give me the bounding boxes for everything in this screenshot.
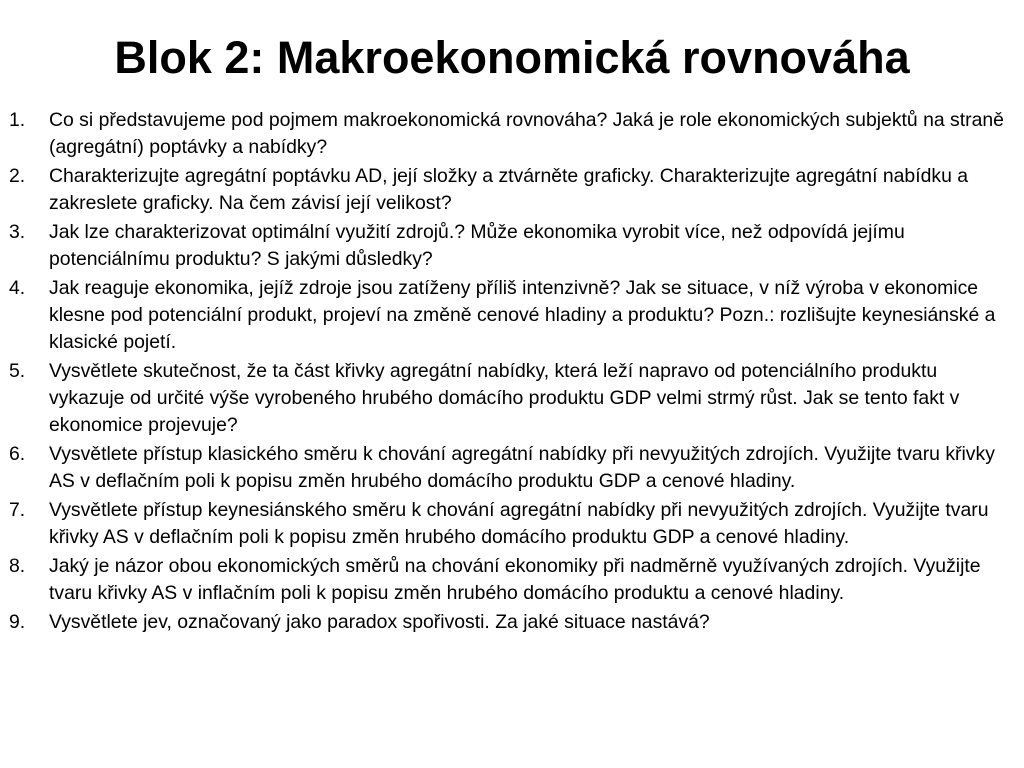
question-item-3 xyxy=(0,219,1024,273)
question-item-1 xyxy=(0,107,1024,161)
question-text: Vysvětlete přístup keynesiánského směru k chování agregátní nabídky při nevyužitých zdrojích. Využijte tvaru křivky AS v deflačním poli k popisu změn hrubého domácího produktu GDP a cenové hladiny. xyxy=(49,499,989,548)
question-item-4 xyxy=(0,275,1024,356)
question-number: 4. xyxy=(9,277,26,299)
question-text: Jak lze charakterizovat optimální využití zdrojů.? Může ekonomika vyrobit více, než odpovídá jejímu potenciálnímu produktu? S jakými důsledky? xyxy=(49,221,905,270)
question-number: 3. xyxy=(9,221,26,243)
question-item-7 xyxy=(0,497,1024,551)
question-text: Vysvětlete přístup klasického směru k chování agregátní nabídky při nevyužitých zdrojích. Využijte tvaru křivky AS v deflačním poli k popisu změn hrubého domácího produktu GDP a cenové hladiny. xyxy=(49,443,995,492)
question-text: Jak reaguje ekonomika, jejíž zdroje jsou zatíženy příliš intenzivně? Jak se situace, v níž výroba v ekonomice klesne pod potenciální produkt, projeví na změně cenové hladiny a produktu? Pozn.: rozlišujte keynesiánské a klasické pojetí. xyxy=(49,277,996,353)
question-number: 2. xyxy=(9,165,26,187)
question-item-8 xyxy=(0,553,1024,607)
question-number: 5. xyxy=(9,360,26,382)
question-list xyxy=(0,107,1024,638)
question-text: Jaký je názor obou ekonomických směrů na chování ekonomiky při nadměrně využívaných zdrojích. Využijte tvaru křivky AS v inflačním poli k popisu změn hrubého domácího produktu a cenové hladiny. xyxy=(49,555,981,604)
question-text: Co si představujeme pod pojmem makroekonomická rovnováha? Jaká je role ekonomických subjektů na straně (agregátní) poptávky a nabídky? xyxy=(49,109,1004,158)
question-item-2 xyxy=(0,163,1024,217)
question-number: 8. xyxy=(9,555,26,577)
slide-title: Blok 2: Makroekonomická rovnováha xyxy=(114,32,910,83)
question-item-5 xyxy=(0,358,1024,439)
question-item-6 xyxy=(0,441,1024,495)
question-text: Charakterizujte agregátní poptávku AD, její složky a ztvárněte graficky. Charakterizujte agregátní nabídku a zakreslete graficky. Na čem závisí její velikost? xyxy=(49,165,969,214)
question-number: 9. xyxy=(9,611,26,633)
question-number: 7. xyxy=(9,499,26,521)
question-item-9 xyxy=(0,609,1024,636)
question-number: 1. xyxy=(9,109,26,131)
question-text: Vysvětlete jev, označovaný jako paradox spořivosti. Za jaké situace nastává? xyxy=(49,611,710,633)
question-text: Vysvětlete skutečnost, že ta část křivky agregátní nabídky, která leží napravo od potenciálního produktu vykazuje od určité výše vyrobeného hrubého domácího produktu GDP velmi strmý růst. Jak se tento fakt v ekonomice projevuje? xyxy=(49,360,960,436)
question-number: 6. xyxy=(9,443,26,465)
